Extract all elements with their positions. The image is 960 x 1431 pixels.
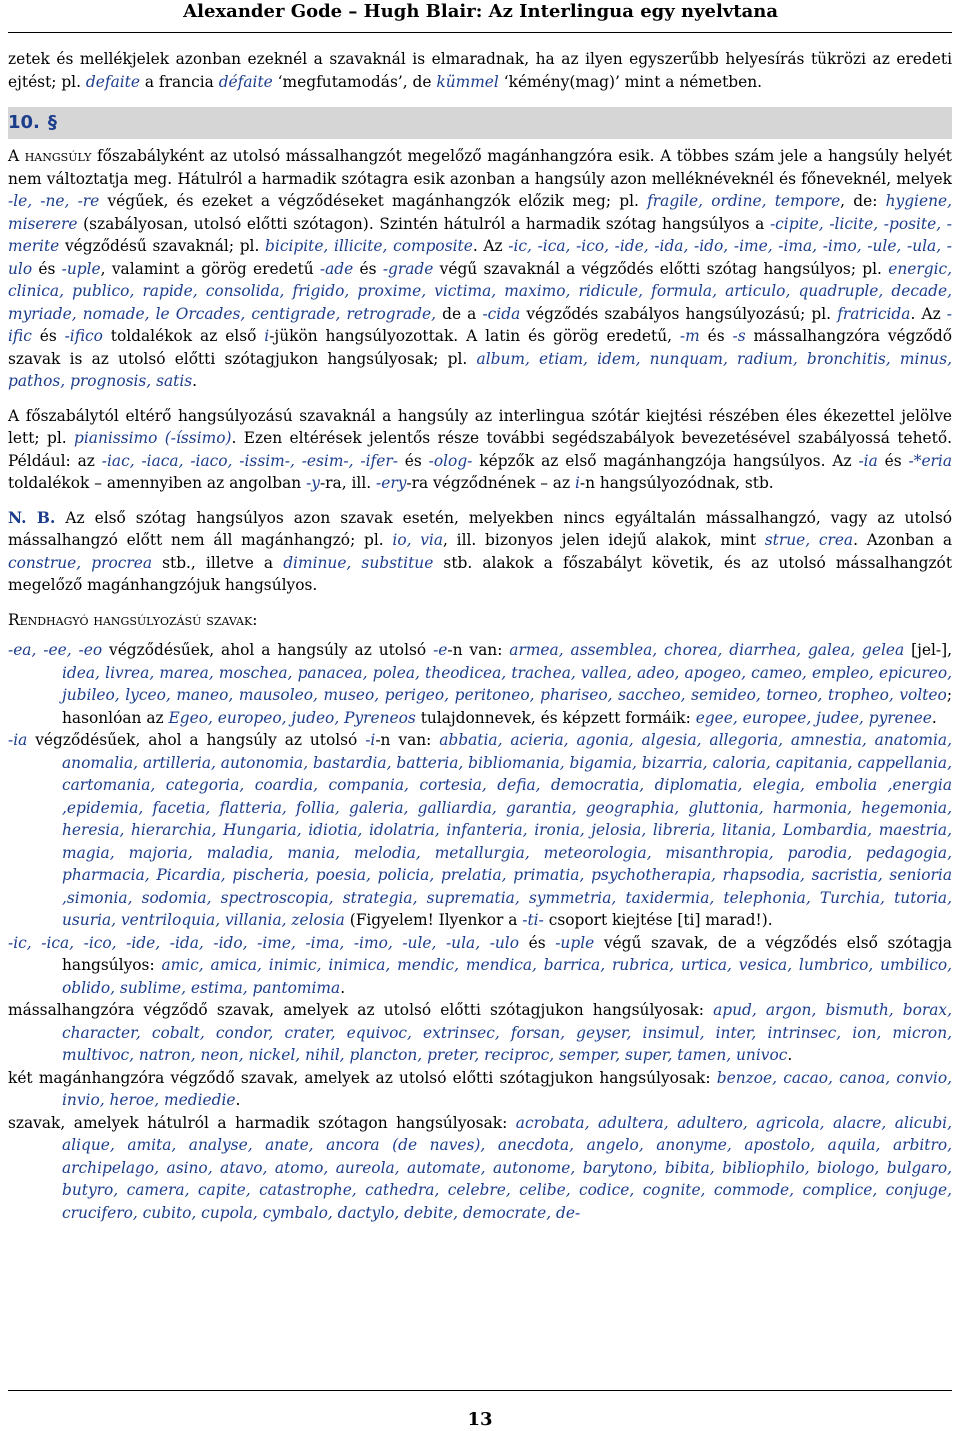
list-item-ic-ica: -ic, -ica, -ico, -ide, -ida, -ido, -ime, -ima, -imo, -ule, -ula, -ulo és -uple végű szavak, de a végződés első szótagja hangsúlyos: amic, amica, inimic, inimica, mendic, mendica, barrica, rubrica, urtica, vesica, lumbrico, umbilico, oblido, sublime, estima, pantomima. (8, 933, 952, 997)
list-item-ea-ee-eo: -ea, -ee, -eo végződésűek, ahol a hangsúly az utolsó -e-n van: armea, assemblea, chorea, diarrhea, galea, gelea [jel-], idea, livrea, marea, moschea, panacea, polea, theodicea, trachea, vallea, adeo, apogeo, cameo, empleo, epicureo, jubileo, lyceo, maneo, mausoleo, museo, perigeo, peritoneo, phariseo, saccheo, semideo, torneo, tropheo, volteo; hasonlóan az Egeo, europeo, judeo, Pyreneos tulajdonnevek, és képzett formáik: egee, europee, judee, pyrenee. (8, 641, 952, 727)
list-item-consonant-ending: mássalhangzóra végződő szavak, amelyek az utolsó előtti szótagjukon hangsúlyosak: apud, argon, bismuth, borax, character, cobalt, condor, crater, equivoc, extrinsec, forsan, geyser, insimul, inter, intrinsec, ion, micron, multivoc, natron, neon, nickel, nihil, plancton, preter, reciproc, semper, super, tamen, univoc. (8, 1001, 952, 1064)
footer-rule (8, 1390, 952, 1391)
list-item-two-vowel-ending: két magánhangzóra végződő szavak, amelyek az utolsó előtti szótagjukon hangsúlyosak: benzoe, cacao, canoa, convio, invio, heroe, mediedie. (8, 1068, 952, 1109)
nb-label: N. B. (8, 508, 56, 527)
page-number: 13 (467, 1409, 493, 1430)
list-item-ia: -ia végződésűek, ahol a hangsúly az utolsó -i-n van: abbatia, acieria, agonia, algesia, allegoria, amnestia, anatomia, anomalia, artilleria, autonomia, bastardia, batteria, bibliomania, bigamia, bizarria, caloria, capitania, cappellania, cartomania, categoria, coardia, compania, cortesia, defia, democratia, diplomatia, elegia, embolia ,energia ,epidemia, facetia, flatteria, follia, galeria, galliardia, garantia, geographia, gluttonia, harmonia, hegemonia, heresia, hierarchia, Hungaria, idiotia, idolatria, infanteria, ironia, jelosia, libreria, litania, Lombardia, maestria, magia, majoria, maladia, mania, melodia, metallurgia, meteorologia, misanthropia, parodia, pedagogia, pharmacia, Picardia, pischeria, poesia, policia, prelatia, primatia, psychotherapia, rhapsodia, sacristia, senioria ,simonia, sodomia, spectroscopia, strategia, suprematia, symmetria, taxidermia, telephonia, Turchia, tutoria, usuria, ventriloquia, villania, zelosia (Figyelem! Ilyenkor a -ti- csoport kiejtése [ti] marad!). (8, 731, 952, 929)
paragraph-intro: zetek és mellékjelek azonban ezeknél a szavaknál is elmaradnak, ha az ilyen egyszerűbb helyesírás tükrözi az eredeti ejtést; pl. defaite a francia défaite ‘megfutamodás’, de kümmel ‘kémény(mag)’ mint a németben. (8, 50, 952, 91)
section-heading: 10. § (8, 107, 952, 139)
list-item-antepenult: szavak, amelyek hátulról a harmadik szótagon hangsúlyosak: acrobata, adultera, adultero, agricola, alacre, alicubi, alique, amita, analyse, anate, ancora (de naves), anecdota, angelo, anonyme, apostolo, aquila, arbitro, archipelago, asino, atavo, atomo, aureola, automate, autonome, barytono, bibita, bibliophilo, biologo, bulgaro, butyro, camera, capite, catastrophe, cathedra, celebre, celibe, codice, cognite, commode, complice, conjuge, crucifero, cubito, cupola, cymbalo, dactylo, debite, democrate, de- (8, 1113, 952, 1222)
page-body (8, 48, 952, 1224)
irregular-heading: Rendhagyó hangsúlyozású szavak: (8, 610, 258, 629)
paragraph-nota-bene: N. B. Az első szótag hangsúlyos azon szavak esetén, melyekben nincs egyáltalán mássalhangzó, vagy az utolsó mássalhangzó előtt nem áll magánhangzó; pl. io, via, ill. bizonyos jelen idejű alakok, mint strue, crea. Azonban a construe, procrea stb., illetve a diminue, substitue stb. alakok a főszabályt követik, és az utolsó mássalhangzót megelőző magánhangzójuk hangsúlyos. (8, 508, 953, 594)
header-rule (8, 32, 952, 33)
section-mark: § (47, 112, 57, 133)
running-header: Alexander Gode – Hugh Blair: Az Interlingua egy nyelvtana (183, 1, 778, 22)
paragraph-exceptions: A főszabálytól eltérő hangsúlyozású szavaknál a hangsúly az interlingua szótár kiejtési részében éles ékezettel jelölve lett; pl. pianissimo (-íssimo). Ezen eltérések jelentős része további segédszabályok bevezetésével szabályossá tehető. Például: az -iac, -iaca, -iaco, -issim-, -esim-, -ifer- és -olog- képzők az első magánhangzója hangsúlyos. Az -ia és -*eria toldalékok – amennyiben az angolban -y-ra, ill. -ery-ra végződnének – az i-n hangsúlyozódnak, stb. (8, 406, 953, 492)
paragraph-main-rule: A hangsúly főszabályként az utolsó mássalhangzót megelőző magánhangzóra esik. A többes szám jele a hangsúly helyét nem változtatja meg. Hátulról a harmadik szótagra esik azonban a hangsúly azon melléknéveknél és főneveknél, melyek -le, -ne, -re végűek, és ezeket a végződéseket magánhangzók előzik meg; pl. fragile, ordine, tempore, de: hygiene, miserere (szabályosan, utolsó előtti szótagon). Szintén hátulról a harmadik szótag hangsúlyos a -cipite, -licite, -posite, -merite végződésű szavaknál; pl. bicipite, illicite, composite. Az -ic, -ica, -ico, -ide, -ida, -ido, -ime, -ima, -imo, -ule, -ula, -ulo és -uple, valamint a görög eredetű -ade és -grade végű szavaknál a végződés előtti szótag hangsúlyos; pl. energic, clinica, publico, rapide, consolida, frigido, proxime, victima, maximo, ridicule, formula, articulo, quadruple, decade, myriade, nomade, le Orcades, centigrade, retrograde, de a -cida végződés szabályos hangsúlyozású; pl. fratricida. Az -ific és -ifico toldalékok az első i-jükön hangsúlyozottak. A latin és görög eredetű, -m és -s mássalhangzóra végződő szavak is az utolsó előtti szótagjukon hangsúlyosak; pl. album, etiam, idem, nunquam, radium, bronchitis, minus, pathos, prognosis, satis. (8, 147, 953, 390)
